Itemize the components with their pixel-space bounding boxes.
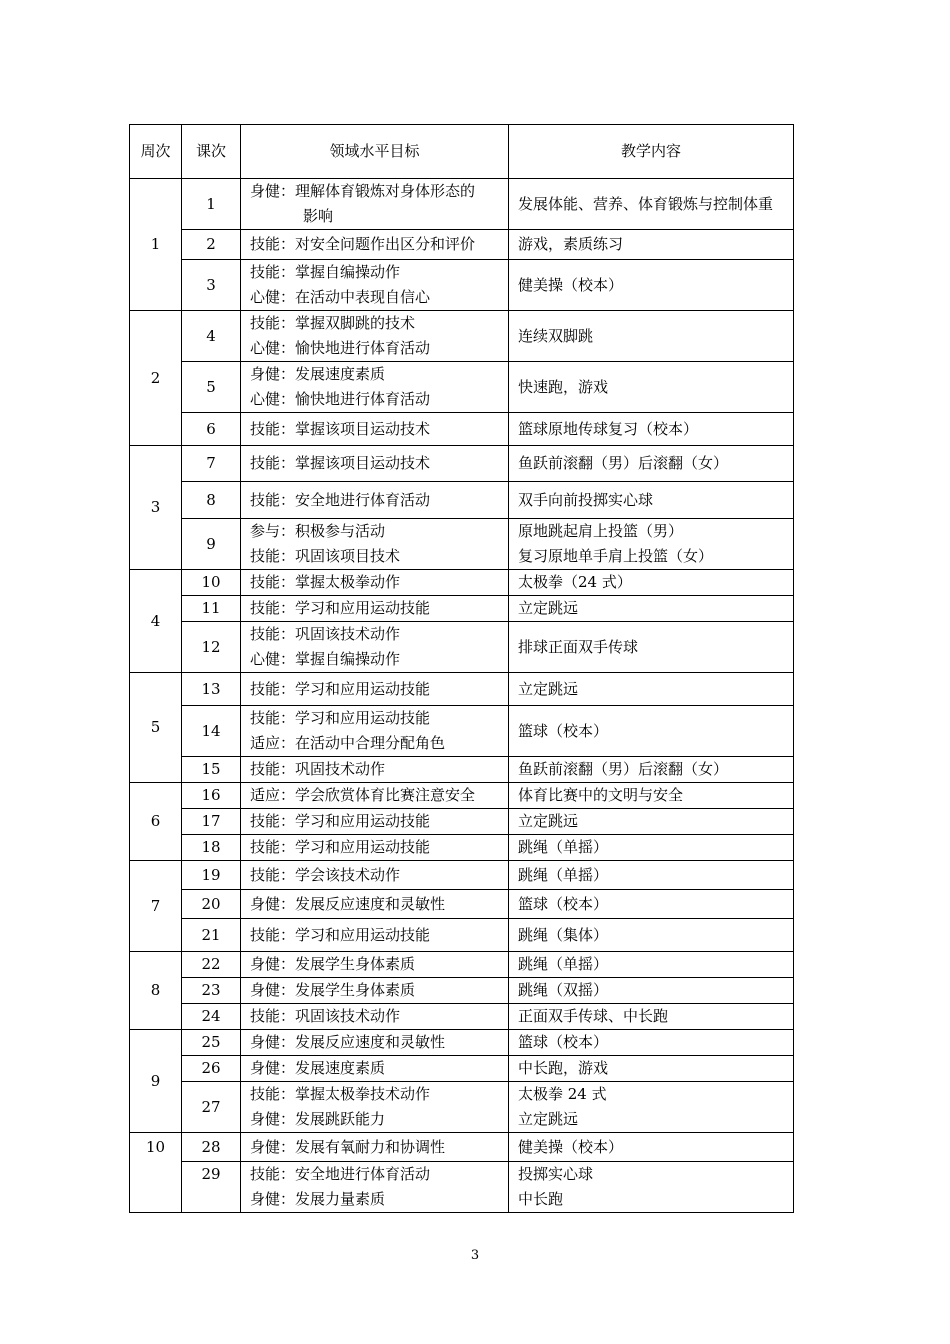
lesson-cell: 24 [182,1004,241,1030]
goal-line: 技能：学习和应用运动技能 [250,812,431,830]
content-cell [509,570,794,596]
goal-line: 技能：掌握太极拳动作 [250,573,401,591]
content-cell [509,230,794,260]
lesson-cell: 17 [182,809,241,835]
content-line: 跳绳（单摇） [518,865,609,884]
content-cell [509,482,794,519]
content-cell [509,362,794,413]
goal-cell [241,809,509,835]
content-cell [509,706,794,757]
goal-line: 技能：掌握该项目运动技术 [250,419,431,438]
table-row [130,1030,794,1056]
content-line: 快速跑，游戏 [518,377,609,396]
goal-line: 技能：对安全问题作出区分和评价 [250,235,476,253]
content-cell [509,260,794,311]
table-row [130,413,794,446]
goal-cell [241,1162,509,1213]
goal-cell [241,978,509,1004]
content-line: 跳绳（单摇） [518,955,609,973]
goal-line: 技能：学习和应用运动技能 [250,838,431,856]
goal-line: 技能：学习和应用运动技能 [250,925,431,944]
table-row [130,1004,794,1030]
goal-line: 技能：学习和应用运动技能 [250,709,431,727]
goal-cell [241,861,509,890]
content-line: 立定跳远 [518,679,579,698]
goal-line: 技能：掌握自编操动作 [250,263,401,281]
content-line: 复习原地单手肩上投篮（女） [518,547,714,565]
goal-line: 适应：学会欣赏体育比赛注意安全 [250,786,476,804]
content-line: 篮球（校本） [518,894,609,913]
goal-line: 技能：巩固该技术动作 [250,625,401,643]
goal-cell [241,1133,509,1162]
lesson-cell: 21 [182,919,241,952]
table-row [130,1162,794,1213]
table-row [130,311,794,362]
header-content: 教学内容 [509,125,794,179]
goal-line: 心健：掌握自编操动作 [250,650,401,668]
content-line: 投掷实心球 [518,1165,594,1183]
lesson-cell: 10 [182,570,241,596]
page-number: 3 [470,1248,480,1263]
goal-cell [241,482,509,519]
table-row [130,482,794,519]
content-cell [509,809,794,835]
content-line: 立定跳远 [518,812,579,830]
content-line: 原地跳起肩上投篮（男） [518,522,684,540]
lesson-cell: 20 [182,890,241,919]
content-line: 中长跑，游戏 [518,1059,609,1077]
content-cell [509,446,794,482]
header-row [130,125,794,179]
lesson-cell: 27 [182,1082,241,1133]
goal-line: 技能：学会该技术动作 [250,865,401,884]
content-cell [509,835,794,861]
goal-line: 技能：掌握双脚跳的技术 [250,314,416,332]
table-row [130,1133,794,1162]
lesson-cell: 16 [182,783,241,809]
goal-cell [241,783,509,809]
goal-line: 身健：发展学生身体素质 [250,955,416,973]
table-row [130,919,794,952]
goal-line: 心健：愉快地进行体育活动 [250,390,431,408]
goal-cell [241,446,509,482]
goal-cell [241,519,509,570]
week-cell: 5 [130,673,182,783]
content-cell [509,311,794,362]
goal-line: 技能：掌握太极拳技术动作 [250,1085,431,1103]
goal-cell [241,596,509,622]
goal-line: 身健：发展跳跃能力 [250,1110,386,1128]
goal-line: 技能：学习和应用运动技能 [250,599,431,617]
goal-line: 心健：愉快地进行体育活动 [250,339,431,357]
goal-line: 技能：巩固该技术动作 [250,1007,401,1025]
goal-line: 身健：发展反应速度和灵敏性 [250,894,446,913]
content-cell [509,596,794,622]
content-cell [509,673,794,706]
lesson-cell: 2 [182,230,241,260]
goal-cell [241,890,509,919]
lesson-cell: 14 [182,706,241,757]
header-week: 周次 [130,125,182,179]
content-line: 正面双手传球、中长跑 [518,1007,669,1025]
goal-line: 技能：掌握该项目运动技术 [250,454,431,472]
goal-line: 影响 [303,207,334,225]
week-cell: 8 [130,952,182,1030]
goal-cell [241,1004,509,1030]
content-cell [509,1082,794,1133]
goal-line: 技能：学习和应用运动技能 [250,679,431,698]
week-cell: 9 [130,1030,182,1133]
content-cell [509,757,794,783]
week-cell: 7 [130,861,182,952]
lesson-cell: 26 [182,1056,241,1082]
content-cell [509,919,794,952]
content-cell [509,978,794,1004]
table-row [130,706,794,757]
goal-cell [241,413,509,446]
content-cell [509,1056,794,1082]
goal-cell [241,260,509,311]
content-line: 跳绳（双摇） [518,981,609,999]
lesson-cell: 13 [182,673,241,706]
goal-line: 技能：安全地进行体育活动 [250,1165,431,1183]
header-goal: 领域水平目标 [241,125,509,179]
goal-cell [241,673,509,706]
goal-cell [241,362,509,413]
content-cell [509,890,794,919]
content-line: 鱼跃前滚翻（男）后滚翻（女） [518,454,729,472]
goal-cell [241,230,509,260]
lesson-cell: 19 [182,861,241,890]
lesson-cell: 12 [182,622,241,673]
goal-cell [241,1082,509,1133]
lesson-cell: 29 [182,1162,241,1213]
goal-cell [241,952,509,978]
teaching-plan-table [129,124,794,1213]
table-row [130,1082,794,1133]
table-row [130,952,794,978]
goal-line: 技能：安全地进行体育活动 [250,490,431,509]
table-row [130,570,794,596]
content-line: 太极拳（24 式） [518,573,632,591]
content-line: 排球正面双手传球 [518,637,639,656]
table-row [130,596,794,622]
content-cell [509,861,794,890]
goal-cell [241,311,509,362]
content-cell [509,783,794,809]
lesson-cell: 11 [182,596,241,622]
content-line: 连续双脚跳 [518,326,594,345]
content-cell [509,622,794,673]
table-row [130,1056,794,1082]
lesson-cell: 3 [182,260,241,311]
table-row [130,835,794,861]
table-row [130,978,794,1004]
table-row [130,783,794,809]
goal-line: 身健：发展有氧耐力和协调性 [250,1137,446,1156]
goal-line: 身健：发展反应速度和灵敏性 [250,1033,446,1051]
week-cell: 1 [130,179,182,311]
goal-cell [241,1030,509,1056]
week-cell: 6 [130,783,182,861]
content-line: 跳绳（单摇） [518,838,609,856]
content-line: 健美操（校本） [518,275,624,294]
content-line: 中长跑 [518,1190,564,1208]
lesson-cell: 15 [182,757,241,783]
content-cell [509,952,794,978]
content-line: 太极拳 24 式 [518,1085,607,1103]
content-line: 立定跳远 [518,1110,579,1128]
lesson-cell: 6 [182,413,241,446]
lesson-cell: 28 [182,1133,241,1162]
lesson-cell: 7 [182,446,241,482]
goal-cell [241,622,509,673]
goal-cell [241,757,509,783]
content-line: 篮球（校本） [518,721,609,740]
goal-line: 技能：巩固该项目技术 [250,547,401,565]
table-row [130,179,794,230]
goal-cell [241,706,509,757]
content-line: 发展体能、营养、体育锻炼与控制体重 [518,194,774,213]
content-line: 立定跳远 [518,599,579,617]
lesson-cell: 4 [182,311,241,362]
table-row [130,446,794,482]
lesson-cell: 9 [182,519,241,570]
table-row [130,809,794,835]
content-line: 篮球原地传球复习（校本） [518,419,699,438]
lesson-cell: 23 [182,978,241,1004]
table-row [130,673,794,706]
content-cell [509,1030,794,1056]
goal-cell [241,1056,509,1082]
table-row [130,890,794,919]
week-cell: 2 [130,311,182,446]
content-cell [509,1133,794,1162]
goal-line: 参与：积极参与活动 [250,522,386,540]
goal-cell [241,835,509,861]
week-cell: 10 [130,1133,182,1213]
table-row [130,861,794,890]
content-line: 双手向前投掷实心球 [518,490,654,509]
goal-line: 身健：发展速度素质 [250,1059,386,1077]
lesson-cell: 25 [182,1030,241,1056]
table-body [130,179,794,1213]
lesson-cell: 5 [182,362,241,413]
table-row [130,622,794,673]
table-row [130,230,794,260]
table-row [130,260,794,311]
table-row [130,519,794,570]
goal-line: 技能：巩固技术动作 [250,760,386,778]
lesson-cell: 1 [182,179,241,230]
lesson-cell: 8 [182,482,241,519]
week-cell: 3 [130,446,182,570]
goal-line: 适应：在活动中合理分配角色 [250,734,446,752]
goal-line: 心健：在活动中表现自信心 [250,288,431,306]
content-line: 篮球（校本） [518,1033,609,1051]
content-cell [509,1004,794,1030]
content-line: 体育比赛中的文明与安全 [518,786,684,804]
content-cell [509,179,794,230]
lesson-cell: 22 [182,952,241,978]
table-row [130,757,794,783]
content-cell [509,413,794,446]
goal-cell [241,919,509,952]
goal-line: 身健：发展速度素质 [250,365,386,383]
table-row [130,362,794,413]
lesson-cell: 18 [182,835,241,861]
content-line: 游戏，素质练习 [518,235,624,253]
content-line: 跳绳（集体） [518,925,609,944]
goal-line: 身健：发展力量素质 [250,1190,386,1208]
content-line: 鱼跃前滚翻（男）后滚翻（女） [518,760,729,778]
week-cell: 4 [130,570,182,673]
content-line: 健美操（校本） [518,1137,624,1156]
goal-cell [241,179,509,230]
header-lesson: 课次 [182,125,241,179]
goal-line: 身健：理解体育锻炼对身体形态的 [250,182,476,200]
content-cell [509,519,794,570]
content-cell [509,1162,794,1213]
goal-cell [241,570,509,596]
goal-line: 身健：发展学生身体素质 [250,981,416,999]
